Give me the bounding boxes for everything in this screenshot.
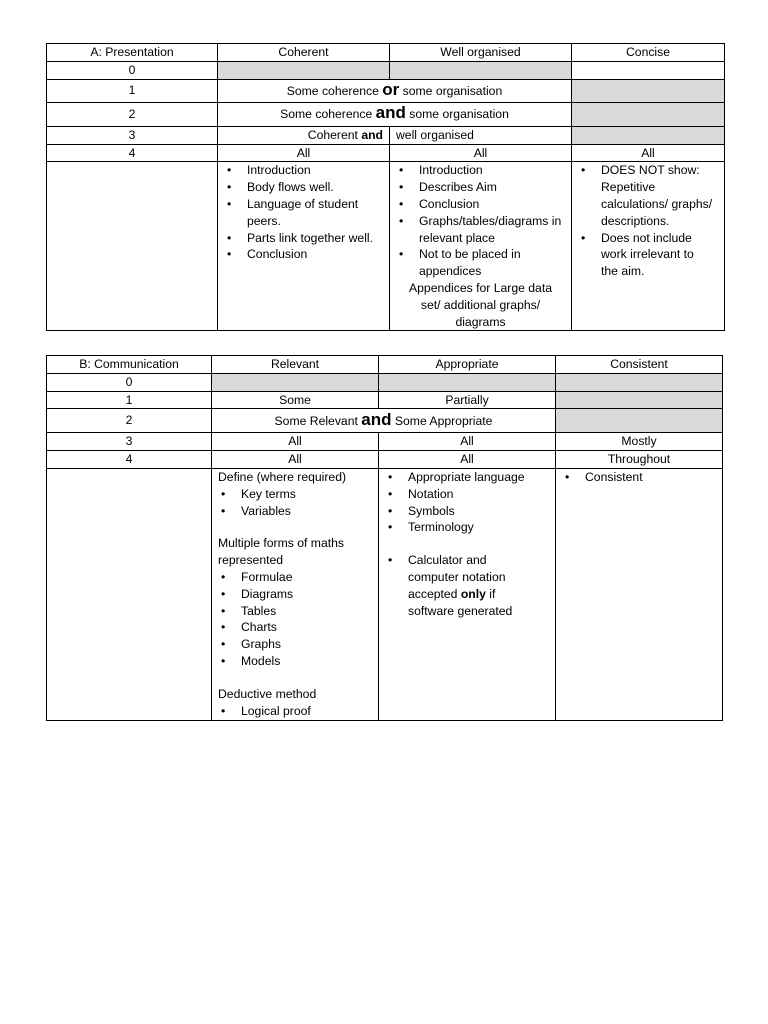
presentation-rubric-table: [46, 43, 725, 331]
coherent-list: [218, 162, 389, 263]
level-4-coherent: All: [218, 144, 390, 162]
level-4: 4: [47, 144, 218, 162]
list-item: • Introduction: [390, 162, 571, 179]
level-3-well-organised: well organised: [390, 126, 572, 144]
forms-list: [212, 569, 378, 670]
header-relevant: Relevant: [212, 356, 379, 374]
list-item: • Symbols: [379, 503, 555, 520]
list-item: • Terminology: [379, 519, 555, 536]
list-item: • DOES NOT show: Repetitive calculations/ graphs/ descriptions.: [572, 162, 714, 229]
list-item: • Conclusion: [390, 196, 571, 213]
shaded-cell: [556, 409, 723, 433]
shaded-cell: [218, 62, 390, 80]
level-1-relevant: Some: [212, 391, 379, 409]
shaded-cell: [572, 102, 725, 126]
level-2-descriptor: Some coherence and some organisation: [218, 102, 572, 126]
deductive-heading: Deductive method: [218, 686, 317, 701]
level-2-descriptor: Some Relevant and Some Appropriate: [212, 409, 556, 433]
concise-list: [572, 162, 724, 280]
shaded-cell: [379, 373, 556, 391]
shaded-cell: [556, 391, 723, 409]
coherent-details: [218, 162, 390, 331]
header-appropriate: Appropriate: [379, 356, 556, 374]
level-3-consistent: Mostly: [556, 433, 723, 451]
list-item: • Not to be placed in appendices: [390, 246, 571, 280]
appropriate-list: [379, 469, 555, 536]
concise-details: [572, 162, 725, 331]
list-item: • Introduction: [218, 162, 389, 179]
list-item: • Logical proof: [212, 703, 378, 720]
level-1-descriptor: Some coherence or some organisation: [218, 79, 572, 102]
empty-cell: [47, 162, 218, 331]
list-item: • Appropriate language: [379, 469, 555, 486]
list-item: • Charts: [212, 619, 378, 636]
list-item: • Variables: [212, 503, 378, 520]
shaded-cell: [212, 373, 379, 391]
level-3-relevant: All: [212, 433, 379, 451]
list-item: • Key terms: [212, 486, 378, 503]
emphasis-or: or: [382, 79, 400, 99]
level-4-consistent: Throughout: [556, 451, 723, 469]
level-4: 4: [47, 451, 212, 469]
emphasis-and: and: [361, 409, 392, 429]
shaded-cell: [572, 126, 725, 144]
list-item: • Models: [212, 653, 378, 670]
calculator-list: [379, 552, 555, 619]
header-consistent: Consistent: [556, 356, 723, 374]
define-list: [212, 486, 378, 520]
shaded-cell: [572, 79, 725, 102]
deductive-list: [212, 703, 378, 720]
list-item: • Tables: [212, 603, 378, 620]
level-4-well-organised: All: [390, 144, 572, 162]
relevant-details: [212, 468, 379, 720]
define-heading: Define (where required): [218, 469, 347, 484]
level-2: 2: [47, 409, 212, 433]
level-1-appropriate: Partially: [379, 391, 556, 409]
level-3: 3: [47, 433, 212, 451]
emphasis-and: and: [375, 103, 406, 123]
level-4-appropriate: All: [379, 451, 556, 469]
level-1: 1: [47, 79, 218, 102]
consistent-list: [556, 469, 722, 486]
level-2: 2: [47, 102, 218, 126]
level-3-coherent: Coherent and: [218, 126, 390, 144]
well-organised-list: [390, 162, 571, 280]
header-concise: Concise: [572, 44, 725, 62]
list-item: • Body flows well.: [218, 179, 389, 196]
level-0: 0: [47, 373, 212, 391]
well-organised-details: [390, 162, 572, 331]
shaded-cell: [390, 62, 572, 80]
list-item: • Consistent: [556, 469, 722, 486]
list-item: • Graphs/tables/diagrams in relevant place: [390, 213, 571, 247]
header-criterion-a: A: Presentation: [47, 44, 218, 62]
list-item: • Does not include work irrelevant to the aim.: [572, 230, 714, 280]
list-item: • Describes Aim: [390, 179, 571, 196]
list-item: • Graphs: [212, 636, 378, 653]
level-3: 3: [47, 126, 218, 144]
shaded-cell: [556, 373, 723, 391]
header-criterion-b: B: Communication: [47, 356, 212, 374]
list-item: • Calculator and computer notation accepted only if software generated: [379, 552, 535, 619]
consistent-details: [556, 468, 723, 720]
list-item: • Conclusion: [218, 246, 389, 263]
level-4-concise: All: [572, 144, 725, 162]
empty-cell: [572, 62, 725, 80]
header-well-organised: Well organised: [390, 44, 572, 62]
appropriate-details: [379, 468, 556, 720]
level-0: 0: [47, 62, 218, 80]
empty-cell: [47, 468, 212, 720]
list-item: • Parts link together well.: [218, 230, 389, 247]
communication-rubric-table: [46, 355, 723, 721]
level-3-appropriate: All: [379, 433, 556, 451]
list-item: • Diagrams: [212, 586, 378, 603]
level-1: 1: [47, 391, 212, 409]
level-4-relevant: All: [212, 451, 379, 469]
appendices-note: Appendices for Large data set/ additional graphs/ diagrams: [409, 280, 552, 329]
list-item: • Formulae: [212, 569, 378, 586]
list-item: • Language of student peers.: [218, 196, 389, 230]
forms-heading: Multiple forms of maths represented: [218, 536, 344, 568]
header-coherent: Coherent: [218, 44, 390, 62]
list-item: • Notation: [379, 486, 555, 503]
